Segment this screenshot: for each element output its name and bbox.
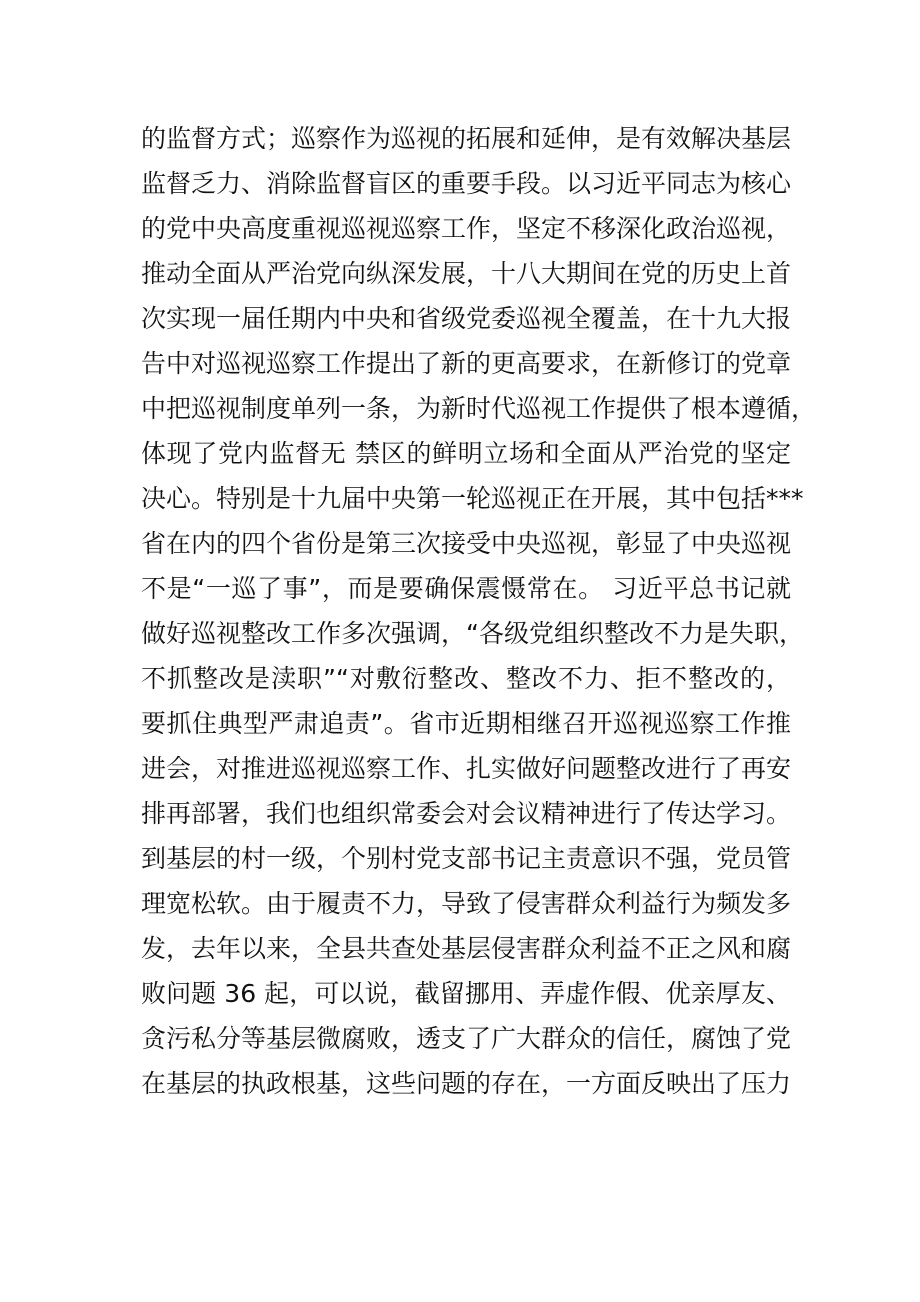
text-line: 败问题 36 起，可以说，截留挪用、弄虚作假、优亲厚友、: [141, 979, 791, 1008]
text-line: 进会，对推进巡视巡察工作、扎实做好问题整改进行了再安: [141, 754, 792, 783]
text-line: 做好巡视整改工作多次强调，“各级党组织整改不力是失职，: [141, 619, 804, 648]
text-line: 不抓整改是渎职”“对敷衍整改、整改不力、拒不整改的，: [141, 664, 791, 693]
text-line: 中把巡视制度单列一条，为新时代巡视工作提供了根本遵循，: [141, 394, 817, 423]
text-line: 告中对巡视巡察工作提出了新的更高要求，在新修订的党章: [141, 349, 792, 378]
text-line: 到基层的村一级，个别村党支部书记主责意识不强，党员管: [141, 844, 792, 873]
text-line: 理宽松软。由于履责不力，导致了侵害群众利益行为频发多: [141, 889, 792, 918]
text-line: 排再部署，我们也组织常委会对会议精神进行了传达学习。: [141, 799, 792, 828]
text-line: 体现了党内监督无 禁区的鲜明立场和全面从严治党的坚定: [141, 439, 791, 468]
text-line: 不是“一巡了事”，而是要确保震慑常在。 习近平总书记就: [141, 574, 791, 603]
text-line: 推动全面从严治党向纵深发展，十八大期间在党的历史上首: [141, 259, 792, 288]
text-line: 监督乏力、消除监督盲区的重要手段。以习近平同志为核心: [141, 169, 792, 198]
text-line: 次实现一届任期内中央和省级党委巡视全覆盖，在十九大报: [141, 304, 792, 333]
text-line: 省在内的四个省份是第三次接受中央巡视，彰显了中央巡视: [141, 529, 792, 558]
text-line: 发，去年以来，全县共查处基层侵害群众利益不正之风和腐: [141, 934, 792, 963]
text-line: 的党中央高度重视巡视巡察工作，坚定不移深化政治巡视，: [141, 214, 792, 243]
text-line: 决心。特别是十九届中央第一轮巡视正在开展，其中包括***: [141, 484, 804, 513]
text-line: 在基层的执政根基，这些问题的存在，一方面反映出了压力: [141, 1069, 792, 1098]
body-text: [141, 116, 817, 1106]
text-line: 要抓住典型严肃追责”。省市近期相继召开巡视巡察工作推: [141, 709, 791, 738]
text-line: 贪污私分等基层微腐败，透支了广大群众的信任，腐蚀了党: [141, 1024, 792, 1053]
text-line: 的监督方式；巡察作为巡视的拓展和延伸，是有效解决基层: [141, 124, 792, 153]
